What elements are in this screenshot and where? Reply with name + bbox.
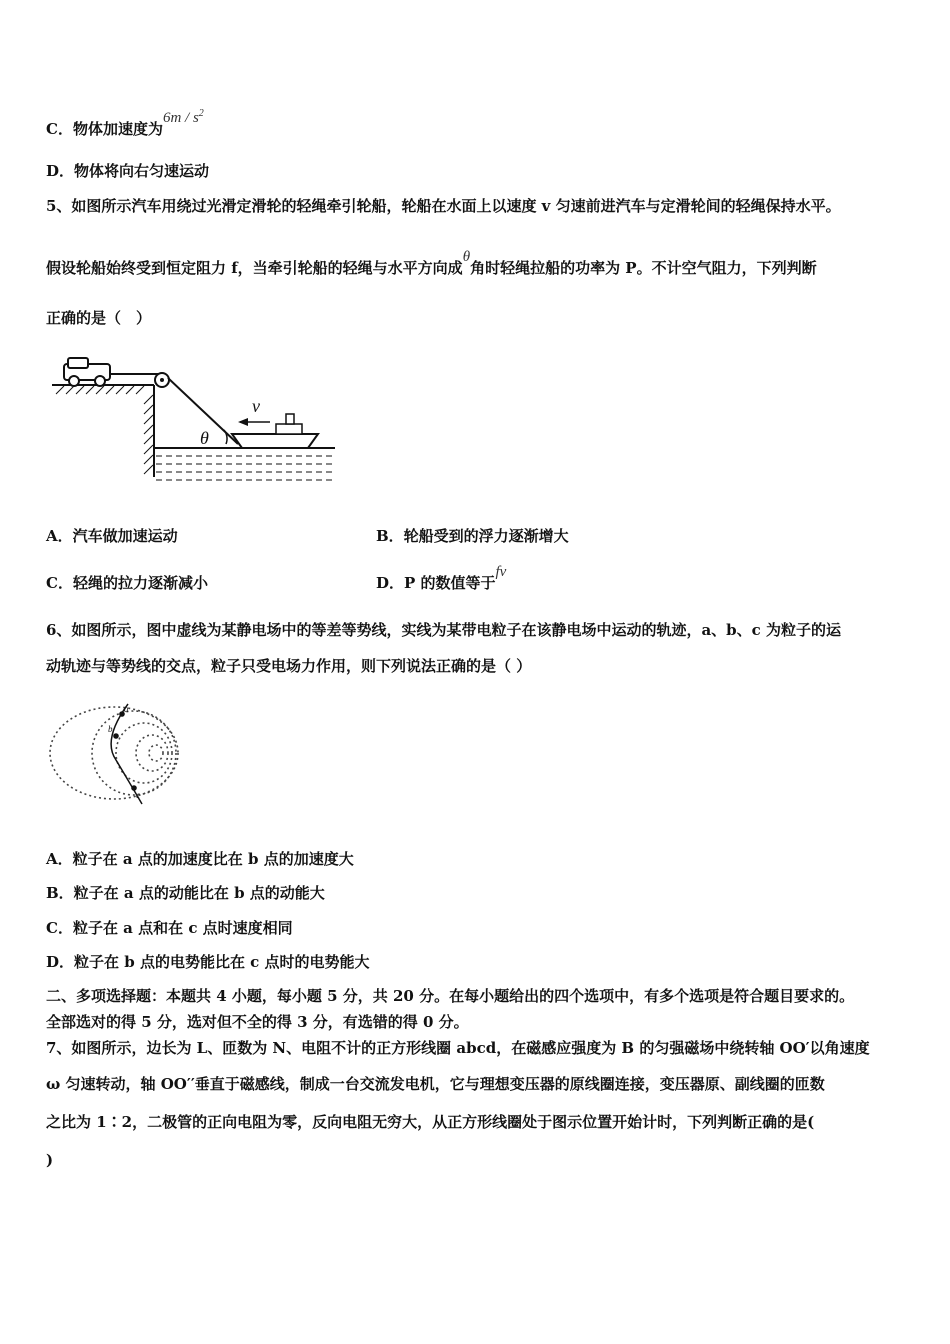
q6-figure-equipotential-lines	[44, 700, 194, 810]
q5-stem-line1: 5、如图所示汽车用绕过光滑定滑轮的轻绳牵引轮船，轮船在水面上以速度 v 匀速前进汽车与定滑轮间的轻绳保持水平。	[46, 197, 841, 215]
q5-stem-line2: 假设轮船始终受到恒定阻力 f，当牵引轮船的轻绳与水平方向成θ角时轻绳拉船的功率为 P。不计空气阻力，下列判断	[46, 249, 817, 277]
pulley-icon	[155, 373, 169, 387]
arrow-left-icon	[238, 418, 248, 426]
q5-option-d-formula: fv	[495, 564, 507, 580]
q5-option-a: A．汽车做加速运动	[46, 527, 178, 545]
q7-stem-line3: 之比为 1∶2，二极管的正向电阻为零，反向电阻无穷大，从正方形线圈处于图示位置开始计时，下列判断正确的是(	[46, 1113, 815, 1131]
q5-option-b: B．轮船受到的浮力逐渐增大	[376, 527, 569, 545]
q6-option-b: B．粒子在 a 点的动能比在 b 点的动能大	[46, 884, 325, 902]
q5-figure-car-pulley-boat	[50, 352, 340, 492]
car-icon	[64, 358, 110, 386]
prev-option-c	[46, 108, 204, 140]
section2-heading-line1: 二、多项选择题：本题共 4 小题，每小题 5 分，共 20 分。在每小题给出的四个选项中，有多个选项是符合题目要求的。	[46, 987, 855, 1005]
boat-icon	[232, 414, 318, 448]
q6-option-a: A．粒子在 a 点的加速度比在 b 点的加速度大	[46, 850, 354, 868]
point-b-label: b	[108, 724, 113, 734]
prev-option-c-text: C．物体加速度为	[46, 120, 163, 138]
q7-stem-line1: 7、如图所示，边长为 L、匝数为 N、电阻不计的正方形线圈 abcd，在磁感应强度为 B 的匀强磁场中绕转轴 OO′以角速度	[46, 1039, 870, 1057]
theta-label: θ	[200, 428, 209, 448]
q7-stem-line2: ω 匀速转动，轴 OO′′垂直于磁感线，制成一台交流发电机，它与理想变压器的原线圈连接，变压器原、副线圈的匝数	[46, 1075, 825, 1093]
point-a-label: a	[124, 704, 129, 714]
q5-option-d: D．P 的数值等于fv	[376, 564, 507, 592]
q6-stem-line1: 6、如图所示，图中虚线为某静电场中的等差等势线，实线为某带电粒子在该静电场中运动的轨迹，a、b、c 为粒子的运	[46, 621, 842, 639]
prev-option-c-formula: $6m / s^2$	[162, 108, 204, 126]
point-c-label: c	[136, 790, 140, 800]
q5-theta-symbol: θ	[462, 249, 471, 265]
q6-option-c: C．粒子在 a 点和在 c 点时速度相同	[46, 919, 293, 937]
q6-stem-line2: 动轨迹与等势线的交点，粒子只受电场力作用，则下列说法正确的是（ ）	[46, 657, 532, 675]
prev-option-d: D．物体将向右匀速运动	[46, 162, 210, 180]
velocity-label: v	[252, 396, 260, 416]
q7-stem-line4: )	[46, 1151, 54, 1169]
section2-heading-line2: 全部选对的得 5 分，选对但不全的得 3 分，有选错的得 0 分。	[46, 1013, 469, 1031]
q5-option-c: C．轻绳的拉力逐渐减小	[46, 574, 208, 592]
q6-option-d: D．粒子在 b 点的电势能比在 c 点时的电势能大	[46, 953, 370, 971]
q5-stem-line3: 正确的是（ ）	[46, 309, 152, 327]
